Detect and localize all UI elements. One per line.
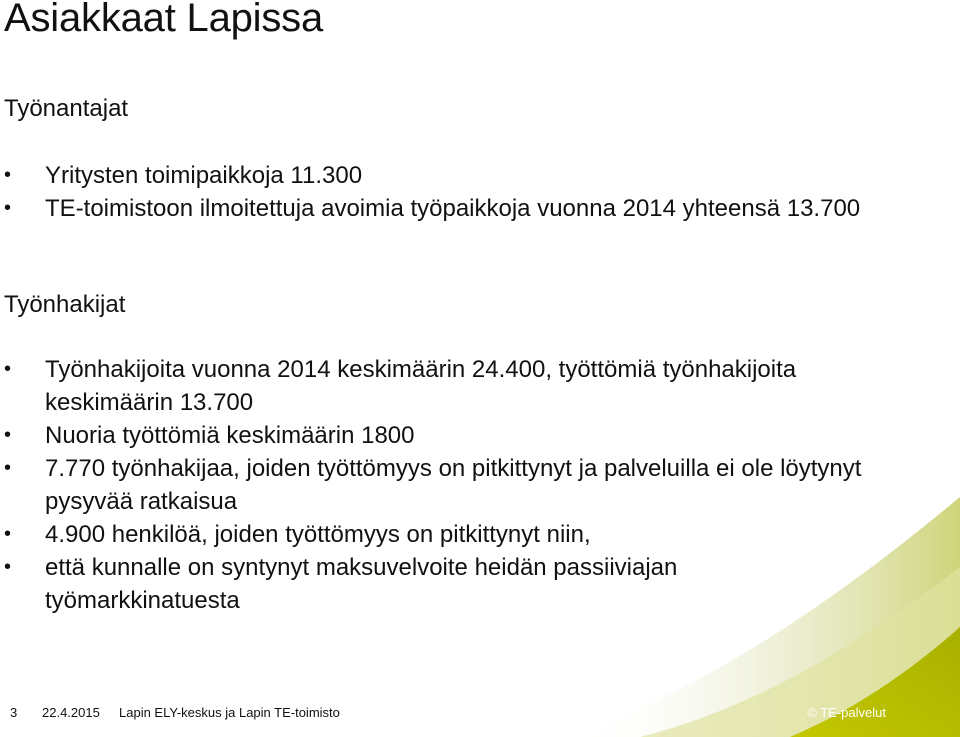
bullet-icon: • — [4, 457, 12, 479]
jobseekers-heading: Työnhakijat — [4, 291, 126, 318]
bullet-icon: • — [4, 358, 12, 380]
list-item: • Työnhakijoita vuonna 2014 keskimäärin 24.400, työttömiä työnhakijoita keskimäärin 13.700 — [0, 353, 870, 419]
list-item: • 7.770 työnhakijaa, joiden työttömyys on pitkittynyt ja palveluilla ei ole löytynyt pysyvää ratkaisua — [0, 452, 870, 518]
bullet-icon: • — [4, 197, 12, 219]
list-item: • että kunnalle on syntynyt maksuvelvoite heidän passiiviajan työmarkkinatuesta — [0, 551, 785, 617]
employers-heading: Työnantajat — [4, 95, 129, 122]
slide-title: Asiakkaat Lapissa — [4, 0, 324, 40]
list-item: • Yritysten toimipaikkoja 11.300 — [0, 159, 870, 192]
footer-date: 22.4.2015 — [42, 705, 100, 720]
list-item: • TE-toimistoon ilmoitettuja avoimia työpaikkoja vuonna 2014 yhteensä 13.700 — [0, 192, 865, 225]
bullet-icon: • — [4, 424, 12, 446]
footer-organization: Lapin ELY-keskus ja Lapin TE-toimisto — [119, 705, 340, 720]
decorative-swoosh — [460, 457, 960, 737]
list-item: • 4.900 henkilöä, joiden työttömyys on pitkittynyt niin, — [0, 518, 870, 551]
footer-brand: © TE-palvelut — [807, 705, 886, 720]
bullet-icon: • — [4, 556, 12, 578]
list-item: • Nuoria työttömiä keskimäärin 1800 — [0, 419, 870, 452]
bullet-icon: • — [4, 523, 12, 545]
employers-list — [0, 159, 870, 225]
page-number: 3 — [10, 705, 18, 720]
bullet-icon: • — [4, 164, 12, 186]
